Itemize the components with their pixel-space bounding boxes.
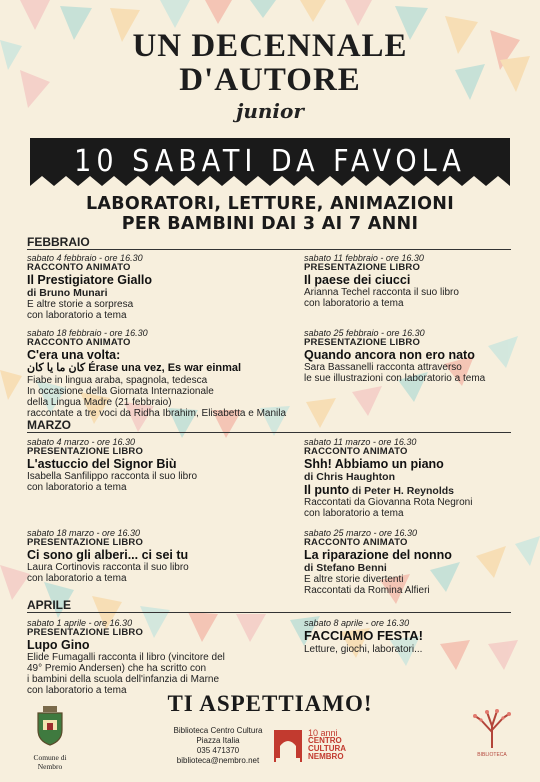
event-feb-25 (304, 328, 524, 384)
subtitle-line-1: LABORATORI, LETTURE, ANIMAZIONI (85, 194, 455, 214)
event-desc: Elide Fumagalli racconta il libro (vincitore del (27, 652, 225, 663)
event-title: Shh! Abbiamo un piano (304, 457, 444, 471)
event-mar-11 (304, 437, 524, 519)
tagline: TI ASPETTIAMO! (167, 691, 373, 716)
event-desc: con laboratorio a tema (304, 298, 404, 309)
event-apr-1 (27, 618, 302, 696)
event-title: FACCIAMO FESTA! (304, 628, 423, 643)
event-date: sabato 25 marzo - ore 16.30 (304, 528, 418, 538)
event-desc: con laboratorio a tema (27, 573, 127, 584)
event-type: PRESENTAZIONE LIBRO (27, 627, 144, 638)
event-desc: con laboratorio a tema (27, 310, 127, 321)
event-feb-4 (27, 253, 287, 321)
event-desc: Fiabe in lingua araba, spagnola, tedesca (27, 375, 208, 386)
event-title: La riparazione del nonno (304, 548, 452, 562)
event-desc: 49° Premio Andersen) che ha scritto con (27, 663, 207, 674)
event-title: Il Prestigiatore Giallo (27, 273, 153, 287)
event-author: di Stefano Benni (304, 562, 387, 574)
event-title: L'astuccio del Signor Biù (27, 457, 177, 471)
month-label-apr: APRILE (27, 598, 72, 612)
centro-line-1: CENTRO (308, 736, 342, 745)
event-title: Lupo Gino (27, 638, 90, 652)
event-desc: In occasione della Giornata Internazionale (27, 386, 214, 397)
event-date: sabato 18 marzo - ore 16.30 (27, 528, 141, 538)
centro-text (308, 737, 346, 761)
event-desc: Isabella Sanfilippo racconta il suo libro (27, 471, 198, 482)
library-email: biblioteca@nembro.net (176, 756, 260, 765)
event-title-second: Il punto (304, 483, 350, 497)
subtitle (0, 194, 540, 234)
library-info (170, 726, 266, 766)
event-desc: Sara Bassanelli racconta attraverso (304, 362, 462, 373)
event-desc: con laboratorio a tema (27, 685, 127, 696)
event-type: PRESENTAZIONE LIBRO (27, 537, 144, 548)
event-desc: della Lingua Madre (21 febbraio) (27, 397, 172, 408)
event-desc: Raccontati da Giovanna Rota Negroni (304, 497, 473, 508)
biblioteca-tree-logo (466, 708, 518, 758)
centro-line-2: CULTURA (308, 744, 347, 753)
event-mar-18 (27, 528, 287, 584)
month-label-mar: MARZO (27, 418, 71, 432)
library-address: Piazza Italia (196, 736, 240, 745)
comune-label: Comune di Nembro (33, 753, 67, 771)
event-feb-11 (304, 253, 524, 309)
anni-label: 10 anni (308, 728, 338, 738)
event-apr-8 (304, 618, 524, 655)
event-type: PRESENTAZIONE LIBRO (304, 262, 421, 273)
title-line-1: UN DECENNALE (132, 28, 408, 64)
event-mar-4 (27, 437, 287, 493)
centro-cultura-logo (272, 728, 352, 768)
event-date: sabato 4 febbraio - ore 16.30 (27, 253, 143, 263)
subtitle-line-2: PER BAMBINI DAI 3 AI 7 ANNI (121, 214, 419, 234)
month-divider (27, 612, 511, 613)
comune-crest-icon (35, 706, 65, 746)
event-desc: i bambini della scuola dell'infanzia di Marne (27, 674, 220, 685)
event-date: sabato 11 febbraio - ore 16.30 (304, 253, 424, 263)
event-type: PRESENTAZIONE LIBRO (27, 446, 144, 457)
event-desc: Laura Cortinovis racconta il suo libro (27, 562, 189, 573)
event-date: sabato 25 febbraio - ore 16.30 (304, 328, 425, 338)
event-title: Ci sono gli alberi... ci sei tu (27, 548, 189, 562)
centro-cultura-logo-icon (272, 730, 304, 764)
month-label-feb: FEBBRAIO (27, 235, 90, 249)
banner-title: 10 SABATI DA FAVOLA (74, 144, 466, 179)
event-type: RACCONTO ANIMATO (27, 337, 131, 348)
event-author: di Chris Haughton (304, 471, 395, 483)
event-desc: con laboratorio a tema (27, 482, 127, 493)
library-phone: 035 471370 (196, 746, 240, 755)
event-title: Il paese dei ciucci (304, 273, 411, 287)
event-type: RACCONTO ANIMATO (304, 537, 408, 548)
event-desc: con laboratorio a tema (304, 508, 404, 519)
event-title-multilingual: كان ما يا كان Érase una vez, Es war einmal (27, 362, 242, 374)
event-date: sabato 11 marzo - ore 16.30 (304, 437, 417, 447)
event-type: RACCONTO ANIMATO (304, 446, 408, 457)
event-desc: E altre storie a sorpresa (27, 299, 134, 310)
library-name: Biblioteca Centro Cultura (173, 726, 263, 735)
event-title: Quando ancora non ero nato (304, 348, 475, 362)
month-divider (27, 249, 511, 250)
title-line-2: D'AUTORE (179, 62, 361, 98)
comune-logo (22, 706, 78, 771)
event-desc: E altre storie divertenti (304, 574, 404, 585)
event-date: sabato 4 marzo - ore 16.30 (27, 437, 136, 447)
tree-logo-icon (469, 708, 515, 748)
event-feb-18 (27, 328, 302, 419)
event-desc: Letture, giochi, laboratori... (304, 644, 423, 655)
title-junior: junior (236, 99, 304, 123)
event-date: sabato 18 febbraio - ore 16.30 (27, 328, 148, 338)
event-date: sabato 8 aprile - ore 16.30 (304, 618, 410, 628)
tree-logo-label: BIBLIOTECA (477, 752, 507, 758)
centro-line-3: NEMBRO (308, 752, 344, 761)
month-divider (27, 432, 511, 433)
event-desc: raccontate a tre voci da Ridha Ibrahim, Elisabetta e Manila (27, 408, 287, 419)
event-title: C'era una volta: (27, 348, 121, 362)
event-desc: Arianna Techel racconta il suo libro (304, 287, 459, 298)
event-mar-25 (304, 528, 524, 596)
event-type: RACCONTO ANIMATO (27, 262, 131, 273)
event-author: di Bruno Munari (27, 287, 108, 299)
event-type: PRESENTAZIONE LIBRO (304, 337, 421, 348)
event-desc: le sue illustrazioni con laboratorio a tema (304, 373, 486, 384)
event-author-second: di Peter H. Reynolds (351, 485, 455, 497)
event-date: sabato 1 aprile - ore 16.30 (27, 618, 133, 628)
event-desc: Raccontati da Romina Alfieri (304, 585, 430, 596)
